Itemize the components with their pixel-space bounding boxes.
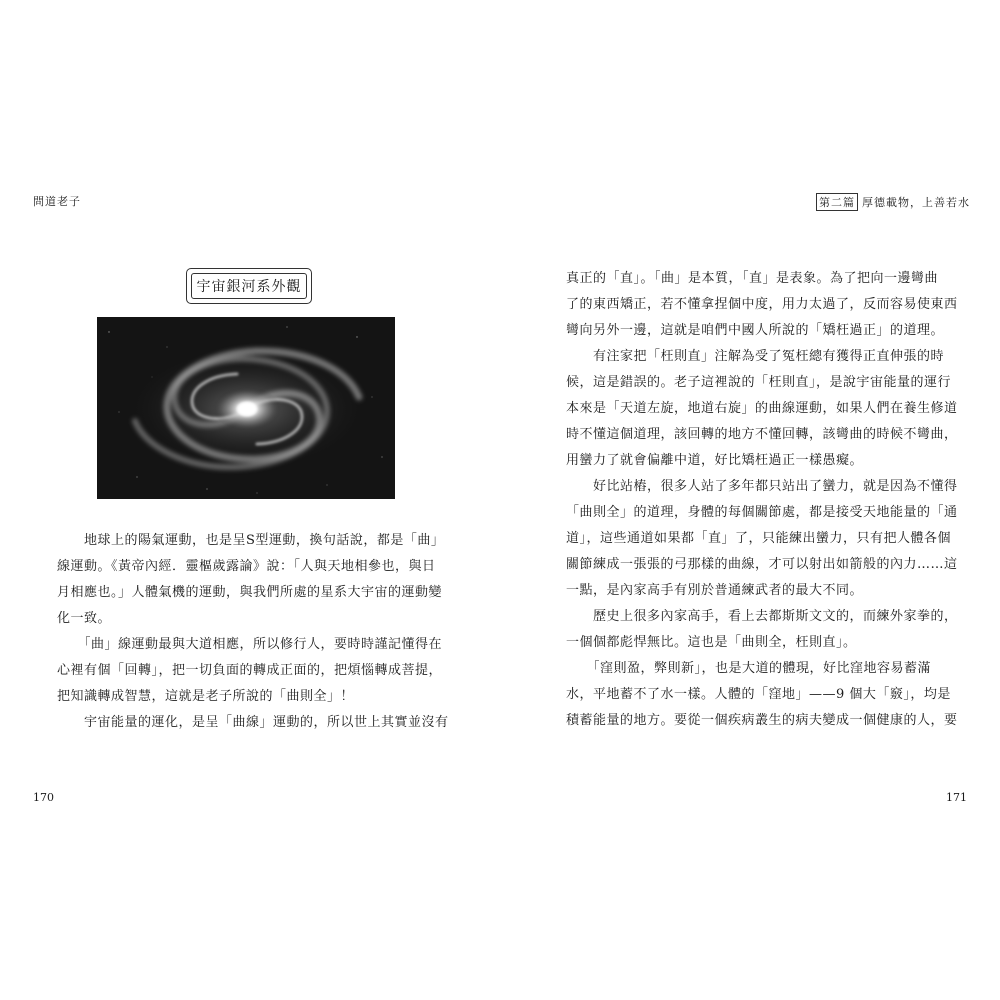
paragraph-line: 歷史上很多內家高手，看上去都斯斯文文的，而練外家拳的，	[566, 609, 958, 624]
paragraph-line: 關節練成一張張的弓那樣的曲線，才可以射出如箭般的內力……這	[566, 557, 958, 572]
paragraph-line: 積蓄能量的地方。要從一個疾病叢生的病夫變成一個健康的人，要	[566, 713, 958, 728]
paragraph-line: 宇宙能量的運化，是呈「曲線」運動的，所以世上其實並沒有	[57, 715, 449, 730]
paragraph-line: 真正的「直」。「曲」是本質，「直」是表象。為了把向一邊彎曲	[566, 271, 939, 286]
paragraph-line: 好比站樁，很多人站了多年都只站出了蠻力，就是因為不懂得	[566, 479, 958, 494]
chapter-title: 厚德載物，上善若水	[862, 196, 970, 209]
paragraph-line: 本來是「天道左旋，地道右旋」的曲線運動，如果人們在養生修道	[566, 401, 958, 416]
paragraph-line: 化一致。	[57, 611, 112, 626]
paragraph-line: 道」，這些通道如果都「直」了，只能練出蠻力，只有把人體各個	[566, 531, 952, 546]
paragraph-line: 地球上的陽氣運動，也是呈S型運動，換句話說，都是「曲」	[57, 533, 445, 548]
paragraph-line: 線運動。《黃帝內經．靈樞歲露論》說：「人與天地相參也，與日	[57, 559, 436, 574]
paragraph-line: 月相應也。」人體氣機的運動，與我們所處的星系大宇宙的運動變	[57, 585, 443, 600]
paragraph-line: 了的東西矯正，若不懂拿捏個中度，用力太過了，反而容易使東西	[566, 297, 958, 312]
figure-caption: 宇宙銀河系外觀	[191, 273, 307, 299]
page-number-right: 171	[946, 791, 967, 804]
paragraph-line: 「曲則全」的道理，身體的每個關節處，都是接受天地能量的「通	[566, 505, 958, 520]
paragraph-line: 把知識轉成智慧，這就是老子所說的「曲則全」！	[57, 689, 355, 704]
page-number-left: 170	[33, 791, 54, 804]
running-header-right	[816, 193, 970, 211]
figure-caption-frame	[186, 268, 312, 304]
left-page-body	[57, 528, 449, 736]
chapter-tag: 第二篇	[816, 193, 858, 211]
galaxy-image	[97, 317, 395, 499]
paragraph-line: 一個個都彪悍無比。這也是「曲則全，枉則直」。	[566, 635, 857, 650]
paragraph-line: 「窪則盈，弊則新」，也是大道的體現，好比窪地容易蓄滿	[566, 661, 932, 676]
paragraph-line: 彎向另外一邊，這就是咱們中國人所說的「矯枉過正」的道理。	[566, 323, 945, 338]
right-page-body	[566, 266, 958, 734]
paragraph-line: 「曲」線運動最與大道相應，所以修行人，要時時謹記懂得在	[57, 637, 443, 652]
paragraph-line: 心裡有個「回轉」，把一切負面的轉成正面的，把煩惱轉成菩提，	[57, 663, 443, 678]
paragraph-line: 水，平地蓄不了水一樣。人體的「窪地」——9 個大「竅」，均是	[566, 687, 951, 702]
paragraph-line: 有注家把「枉則直」注解為受了冤枉總有獲得正直伸張的時	[566, 349, 945, 364]
running-header-left: 問道老子	[33, 195, 81, 208]
paragraph-line: 用蠻力了就會偏離中道，好比矯枉過正一樣愚癡。	[566, 453, 864, 468]
paragraph-line: 一點，是內家高手有別於普通練武者的最大不同。	[566, 583, 864, 598]
paragraph-line: 時不懂這個道理，該回轉的地方不懂回轉，該彎曲的時候不彎曲，	[566, 427, 958, 442]
paragraph-line: 候，這是錯誤的。老子這裡說的「枉則直」，是說宇宙能量的運行	[566, 375, 952, 390]
